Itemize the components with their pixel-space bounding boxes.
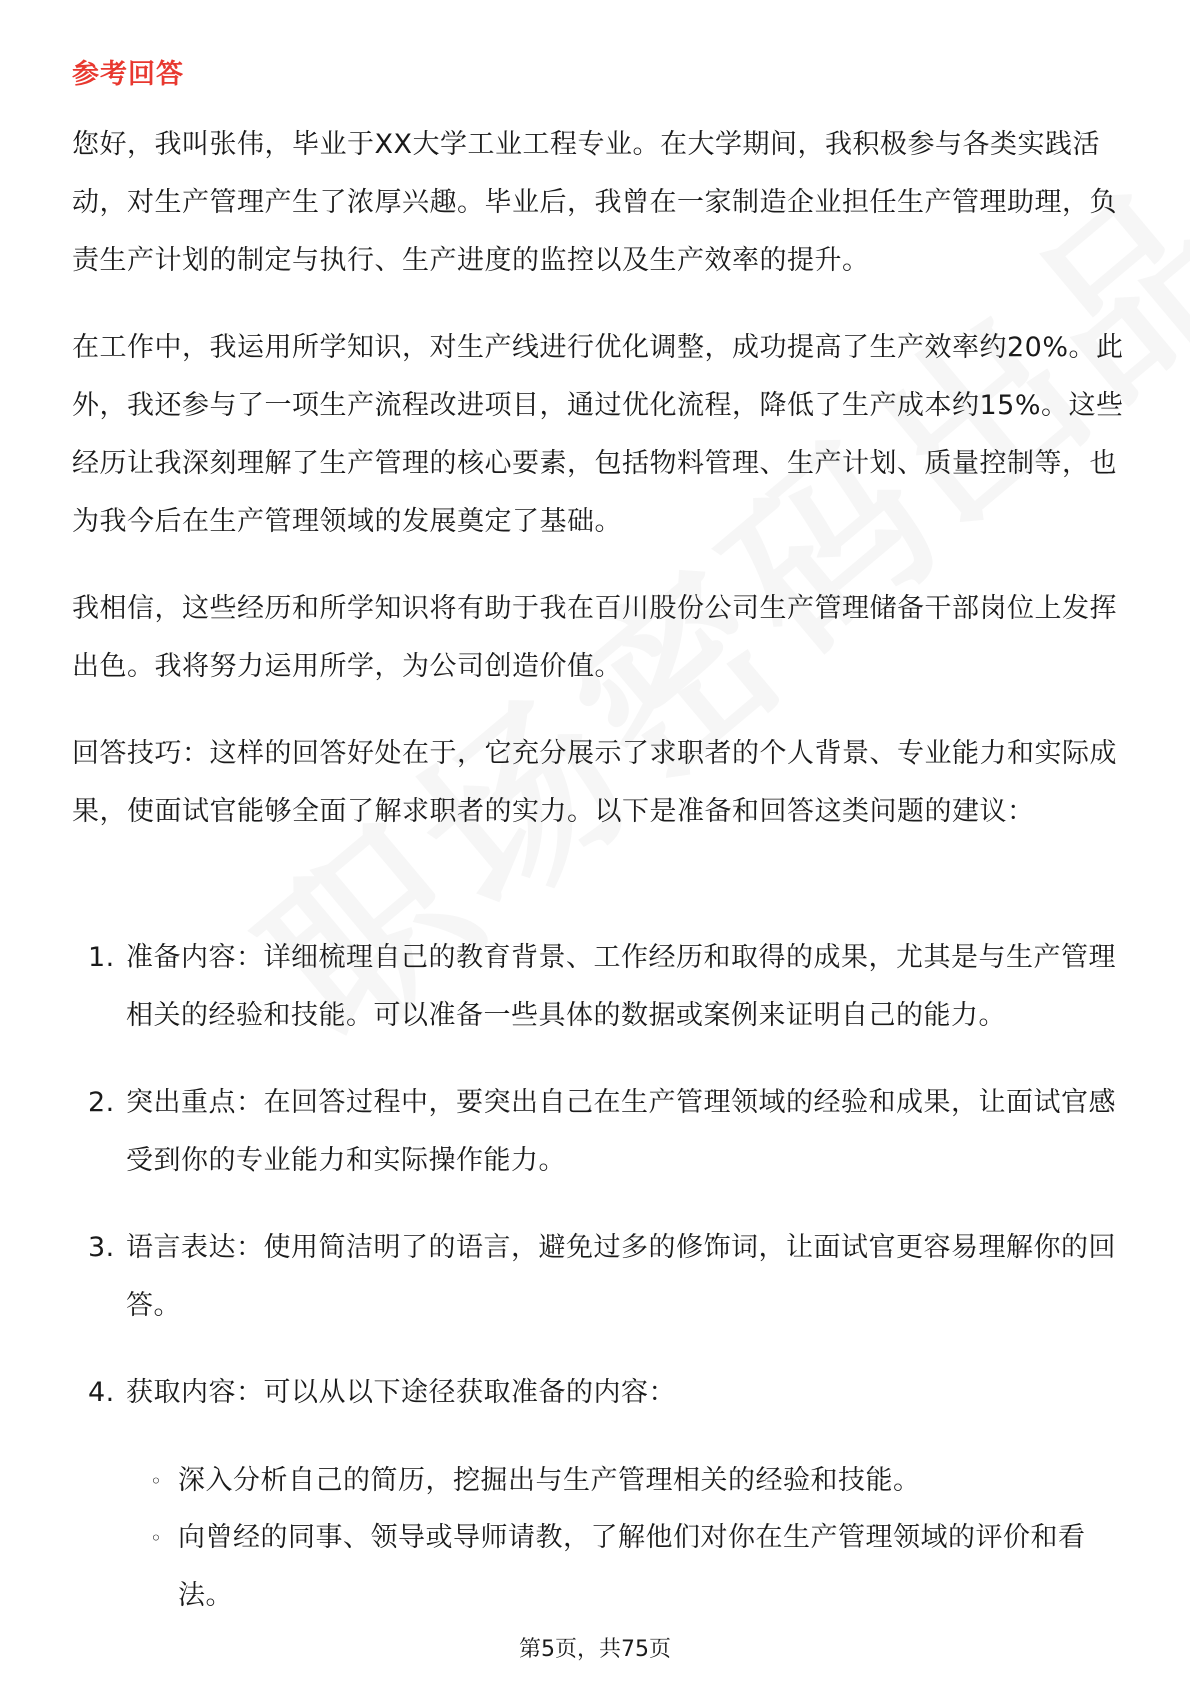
list-item [72, 1219, 1124, 1335]
sub-list-item-text: 向曾经的同事、领导或导师请教，了解他们对你在生产管理领域的评价和看法。 [178, 1522, 1086, 1611]
list-item [72, 1074, 1124, 1190]
paragraph-conclusion: 我相信，这些经历和所学知识将有助于我在百川股份公司生产管理储备干部岗位上发挥出色。我将努力运用所学，为公司创造价值。 [72, 593, 1117, 682]
section-heading: 参考回答 [72, 59, 184, 90]
list-item-text: 突出重点：在回答过程中，要突出自己在生产管理领域的经验和成果，让面试官感受到你的专业能力和实际操作能力。 [126, 1087, 1116, 1176]
list-item-text: 语言表达：使用简洁明了的语言，避免过多的修饰词，让面试官更容易理解你的回答。 [126, 1232, 1116, 1321]
list-item-number: 2. [88, 1087, 115, 1118]
paragraph-intro: 您好，我叫张伟，毕业于XX大学工业工程专业。在大学期间，我积极参与各类实践活动，对生产管理产生了浓厚兴趣。毕业后，我曾在一家制造企业担任生产管理助理，负责生产计划的制定与执行、生产进度的监控以及生产效率的提升。 [72, 129, 1117, 276]
bullet-icon: ◦ [150, 1469, 163, 1493]
paragraph-work-experience: 在工作中，我运用所学知识，对生产线进行优化调整，成功提高了生产效率约20%。此外，我还参与了一项生产流程改进项目，通过优化流程，降低了生产成本约15%。这些经历让我深刻理解了生产管理的核心要素，包括物料管理、生产计划、质量控制等，也为我今后在生产管理领域的发展奠定了基础。 [72, 332, 1124, 537]
list-item [72, 1364, 1124, 1422]
list-item-number: 1. [88, 942, 115, 973]
list-item-number: 4. [88, 1377, 115, 1408]
page-number: 第5页，共75页 [519, 1637, 671, 1662]
list-item-number: 3. [88, 1232, 115, 1263]
list-item-text: 获取内容：可以从以下途径获取准备的内容： [126, 1377, 676, 1408]
paragraph-answer-tips: 回答技巧：这样的回答好处在于，它充分展示了求职者的个人背景、专业能力和实际成果，使面试官能够全面了解求职者的实力。以下是准备和回答这类问题的建议： [72, 738, 1117, 827]
sub-list-item [150, 1452, 1110, 1510]
bullet-icon: ◦ [150, 1526, 163, 1550]
list-item-text: 准备内容：详细梳理自己的教育背景、工作经历和取得的成果，尤其是与生产管理相关的经验和技能。可以准备一些具体的数据或案例来证明自己的能力。 [126, 942, 1116, 1031]
list-item [72, 929, 1124, 1045]
sub-list-item-text: 深入分析自己的简历，挖掘出与生产管理相关的经验和技能。 [178, 1465, 921, 1496]
sub-list-item [150, 1509, 1110, 1625]
